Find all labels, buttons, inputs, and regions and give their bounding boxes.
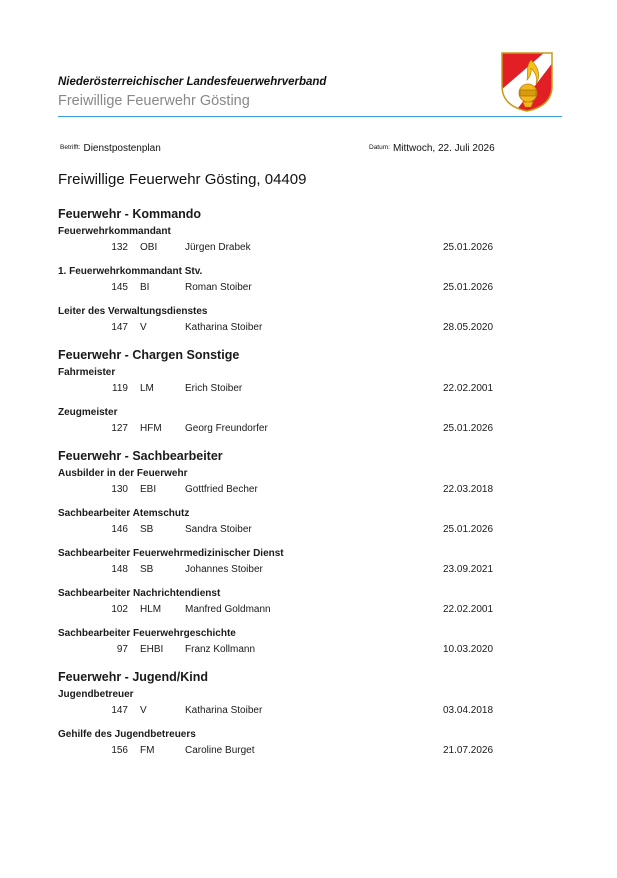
organization-name: Niederösterreichischer Landesfeuerwehrverband bbox=[58, 76, 327, 88]
member-name: Caroline Burget bbox=[185, 745, 255, 756]
member-row bbox=[58, 743, 562, 759]
role-title: Gehilfe des Jugendbetreuers bbox=[58, 729, 196, 740]
appointment-date: 03.04.2018 bbox=[443, 705, 494, 716]
role-title: Sachbearbeiter Feuerwehrgeschichte bbox=[58, 628, 236, 639]
member-row bbox=[58, 381, 562, 397]
member-row bbox=[58, 522, 562, 538]
member-name: Erich Stoiber bbox=[185, 383, 243, 394]
member-row bbox=[58, 562, 562, 578]
member-name: Georg Freundorfer bbox=[185, 423, 268, 434]
member-row bbox=[58, 280, 562, 296]
appointment-date: 22.02.2001 bbox=[443, 604, 494, 615]
member-rank: EBI bbox=[140, 484, 157, 495]
roster-section bbox=[58, 207, 562, 336]
role-group bbox=[58, 548, 562, 578]
date-value: Mittwoch, 22. Juli 2026 bbox=[392, 143, 495, 154]
role-group bbox=[58, 367, 562, 397]
roster-section bbox=[58, 670, 562, 759]
roster-section bbox=[58, 348, 562, 437]
role-group bbox=[58, 407, 562, 437]
role-title: Zeugmeister bbox=[58, 407, 118, 418]
member-row bbox=[58, 240, 562, 256]
member-rank: SB bbox=[140, 564, 154, 575]
subject-value: Dienstpostenplan bbox=[83, 143, 161, 154]
appointment-date: 25.01.2026 bbox=[443, 423, 494, 434]
role-group bbox=[58, 226, 562, 256]
member-number: 130 bbox=[111, 484, 128, 495]
section-title: Feuerwehr - Chargen Sonstige bbox=[58, 348, 240, 362]
role-group bbox=[58, 266, 562, 296]
appointment-date: 23.09.2021 bbox=[443, 564, 494, 575]
member-row bbox=[58, 320, 562, 336]
member-number: 148 bbox=[111, 564, 128, 575]
section-title: Feuerwehr - Kommando bbox=[58, 207, 202, 221]
appointment-date: 10.03.2020 bbox=[443, 644, 494, 655]
member-rank: HFM bbox=[140, 423, 162, 434]
role-title: Sachbearbeiter Nachrichtendienst bbox=[58, 588, 221, 599]
header-divider bbox=[58, 116, 562, 117]
role-group bbox=[58, 306, 562, 336]
member-name: Manfred Goldmann bbox=[185, 604, 271, 615]
appointment-date: 22.02.2001 bbox=[443, 383, 494, 394]
appointment-date: 28.05.2020 bbox=[443, 322, 494, 333]
role-title: Sachbearbeiter Atemschutz bbox=[58, 508, 190, 519]
section-title: Feuerwehr - Jugend/Kind bbox=[58, 670, 209, 684]
member-rank: LM bbox=[140, 383, 154, 394]
member-rank: V bbox=[140, 705, 147, 716]
section-title: Feuerwehr - Sachbearbeiter bbox=[58, 449, 223, 463]
date-line bbox=[369, 143, 495, 154]
letterhead bbox=[58, 76, 562, 109]
role-group bbox=[58, 468, 562, 498]
role-group bbox=[58, 689, 562, 719]
member-name: Katharina Stoiber bbox=[185, 705, 263, 716]
date-label: Datum: bbox=[369, 144, 390, 151]
member-number: 147 bbox=[111, 322, 128, 333]
role-group bbox=[58, 508, 562, 538]
member-name: Katharina Stoiber bbox=[185, 322, 263, 333]
fire-brigade-emblem-icon bbox=[501, 52, 553, 112]
document-title: Freiwillige Feuerwehr Gösting, 04409 bbox=[58, 171, 307, 188]
member-row bbox=[58, 642, 562, 658]
role-title: Fahrmeister bbox=[58, 367, 116, 378]
member-number: 102 bbox=[111, 604, 128, 615]
appointment-date: 22.03.2018 bbox=[443, 484, 494, 495]
member-number: 146 bbox=[111, 524, 128, 535]
subject-label: Betrifft: bbox=[60, 144, 81, 151]
member-number: 147 bbox=[111, 705, 128, 716]
member-row bbox=[58, 421, 562, 437]
member-number: 132 bbox=[111, 242, 128, 253]
role-group bbox=[58, 628, 562, 658]
member-name: Franz Kollmann bbox=[185, 644, 256, 655]
role-title: Leiter des Verwaltungsdienstes bbox=[58, 306, 208, 317]
role-title: Sachbearbeiter Feuerwehrmedizinischer Dienst bbox=[58, 548, 284, 559]
duty-roster bbox=[58, 207, 562, 771]
member-rank: FM bbox=[140, 745, 155, 756]
member-name: Gottfried Becher bbox=[185, 484, 258, 495]
role-title: Ausbilder in der Feuerwehr bbox=[58, 468, 188, 479]
member-row bbox=[58, 482, 562, 498]
role-group bbox=[58, 588, 562, 618]
member-number: 119 bbox=[112, 383, 128, 394]
appointment-date: 25.01.2026 bbox=[443, 524, 494, 535]
roster-section bbox=[58, 449, 562, 658]
member-number: 97 bbox=[116, 644, 128, 655]
member-number: 156 bbox=[111, 745, 128, 756]
role-group bbox=[58, 729, 562, 759]
member-rank: HLM bbox=[140, 604, 162, 615]
member-name: Sandra Stoiber bbox=[185, 524, 252, 535]
member-rank: SB bbox=[140, 524, 154, 535]
role-title: 1. Feuerwehrkommandant Stv. bbox=[58, 266, 203, 277]
department-name: Freiwillige Feuerwehr Gösting bbox=[58, 93, 250, 109]
appointment-date: 21.07.2026 bbox=[443, 745, 494, 756]
member-name: Roman Stoiber bbox=[185, 282, 252, 293]
member-number: 145 bbox=[111, 282, 128, 293]
appointment-date: 25.01.2026 bbox=[443, 242, 494, 253]
member-rank: BI bbox=[140, 282, 150, 293]
member-name: Johannes Stoiber bbox=[185, 564, 263, 575]
member-number: 127 bbox=[111, 423, 128, 434]
member-rank: EHBI bbox=[140, 644, 164, 655]
role-title: Jugendbetreuer bbox=[58, 689, 134, 700]
subject-line bbox=[60, 143, 161, 154]
member-name: Jürgen Drabek bbox=[185, 242, 251, 253]
member-rank: V bbox=[140, 322, 147, 333]
member-rank: OBI bbox=[140, 242, 158, 253]
member-row bbox=[58, 703, 562, 719]
member-row bbox=[58, 602, 562, 618]
appointment-date: 25.01.2026 bbox=[443, 282, 494, 293]
role-title: Feuerwehrkommandant bbox=[58, 226, 171, 237]
